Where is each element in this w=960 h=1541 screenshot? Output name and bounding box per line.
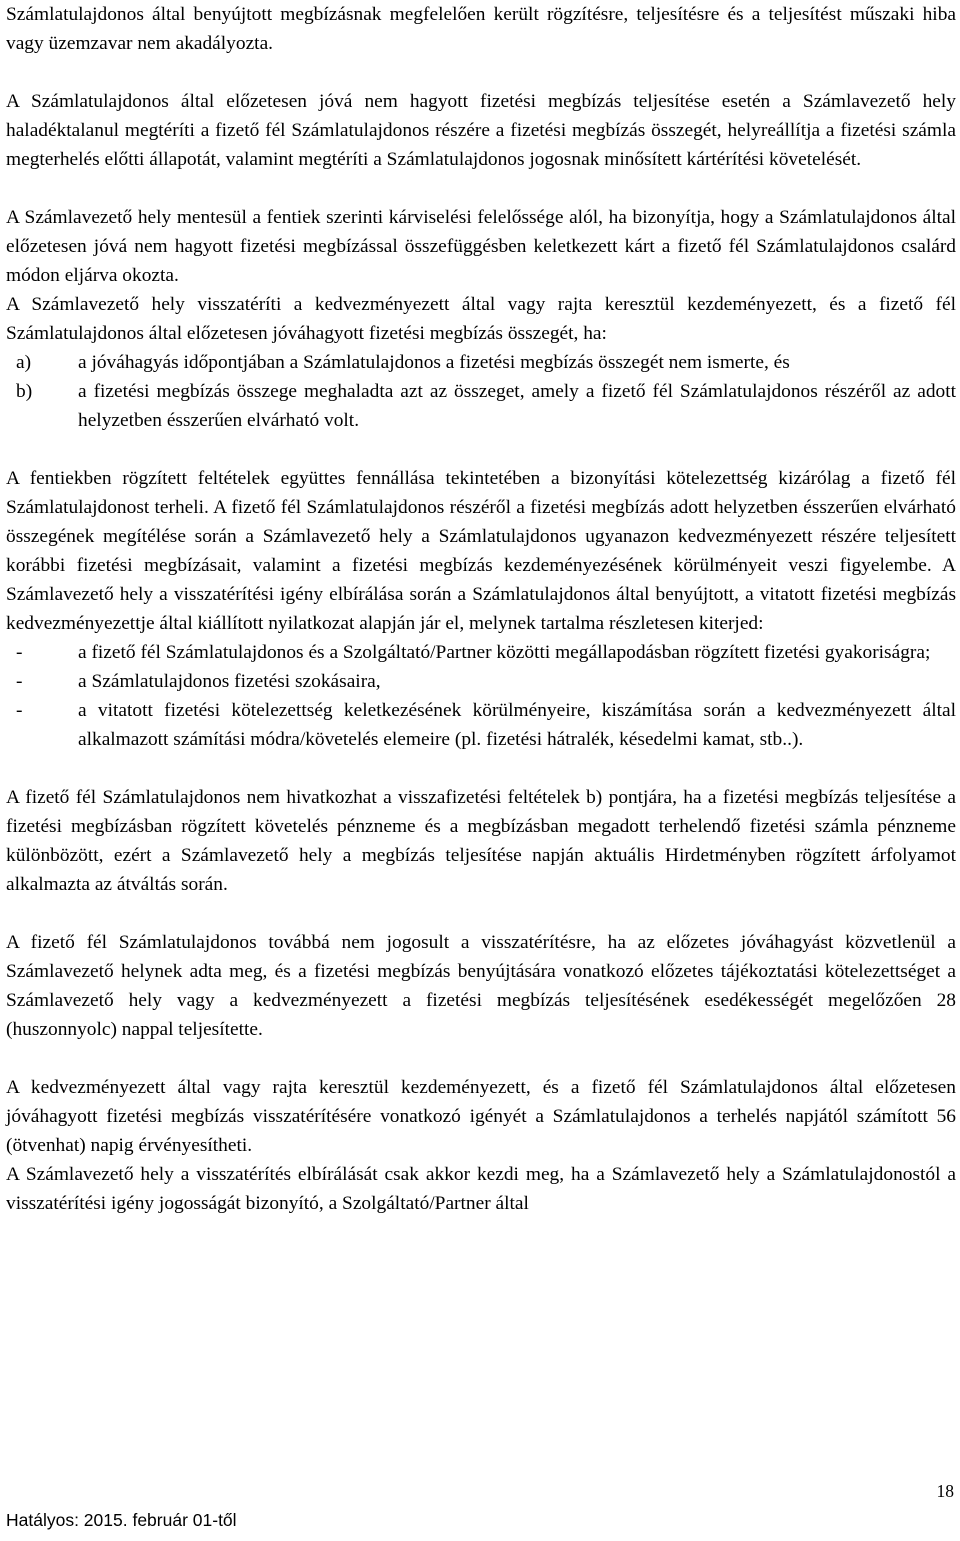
paragraph-burden-of-proof: A fentiekben rögzített feltételek együttes fennállása tekintetében a bizonyítási kötelezettség kizárólag a fizető fél Számlatulajdonost terheli. A fizető fél Számlatulajdonos részéről a fizetési megbízás adott helyzetben ésszerűen elvárható összegének megítélése során a Számlavezető hely a Számlatulajdonos ugyanazon kedvezményezett részére teljesített korábbi fizetési megbízásait, valamint a fizetési megbízás kezdeményezésének körülményeit veszi figyelembe. A Számlavezető hely a visszatérítési igény elbírálása során a Számlatulajdonos által benyújtott, a vitatott fizetési megbízás kedvezményezettje által kiállított nyilatkozat alapján jár el, melynek tartalma részletesen kiterjed:	[6, 468, 956, 634]
list-item-text: a vitatott fizetési kötelezettség keletkezésének körülményeire, kiszámítása során a kedvezményezett által alkalmazott számítási módra/követelés elemeire (pl. fizetési hátralék, késedelmi kamat, stb..).	[78, 700, 956, 750]
list-marker: -	[16, 642, 23, 663]
list-item	[6, 377, 956, 435]
paragraph-prior-notice: A fizető fél Számlatulajdonos továbbá nem jogosult a visszatérítésre, ha az előzetes jóváhagyást közvetlenül a Számlavezető helynek adta meg, és a fizetési megbízás benyújtására vonatkozó előzetes tájékoztatási kötelezettséget a Számlavezető hely vagy a kedvezményezett a fizetési megbízás teljesítésének esedékességét megelőzően 28 (huszonnyolc) nappal teljesítette.	[6, 932, 956, 1040]
list-item-text: a Számlatulajdonos fizetési szokásaira,	[78, 671, 381, 692]
effective-date-footer: Hatályos: 2015. február 01-től	[6, 1510, 237, 1530]
list-item-text: a fizetési megbízás összege meghaladta azt az összeget, amely a fizető fél Számlatulajdonos részéről az adott helyzetben ésszerűen elvárható volt.	[78, 381, 956, 431]
page-number: 18	[936, 1481, 954, 1501]
paragraph-refund-conditions: A Számlavezető hely visszatéríti a kedvezményezett által vagy rajta keresztül kezdeményezett, és a fizető fél Számlatulajdonos által előzetesen jóváhagyott fizetési megbízás összegét, ha:	[6, 294, 956, 344]
paragraph-unauthorized-payment: A Számlatulajdonos által előzetesen jóvá nem hagyott fizetési megbízás teljesítése esetén a Számlavezető hely haladéktalanul megtéríti a fizető fél Számlatulajdonos részére a fizetési megbízás összegét, helyreállítja a fizetési számla megterhelés előtti állapotát, valamint megtéríti a Számlatulajdonos jogosnak minősített kártérítési követelését.	[6, 91, 956, 170]
paragraph-continuation: Számlatulajdonos által benyújtott megbízásnak megfelelően került rögzítésre, teljesítésre és a teljesítést műszaki hiba vagy üzemzavar nem akadályozta.	[6, 4, 956, 54]
paragraph-refund-review: A Számlavezető hely a visszatérítés elbírálását csak akkor kezdi meg, ha a Számlavezető hely a Számlatulajdonostól a visszatérítési igény jogosságát bizonyító, a Szolgáltató/Partner által	[6, 1164, 956, 1214]
list-marker: -	[16, 700, 23, 721]
list-item	[6, 348, 956, 377]
paragraph-liability-exemption: A Számlavezető hely mentesül a fentiek szerinti kárviselési felelőssége alól, ha bizonyítja, hogy a Számlatulajdonos által előzetesen jóvá nem hagyott fizetési megbízással összefüggésben keletkezett kárt a fizető fél Számlatulajdonos csalárd módon eljárva okozta.	[6, 207, 956, 286]
list-item-text: a fizető fél Számlatulajdonos és a Szolgáltató/Partner közötti megállapodásban rögzített fizetési gyakoriságra;	[78, 642, 931, 663]
list-item-text: a jóváhagyás időpontjában a Számlatulajdonos a fizetési megbízás összegét nem ismerte, és	[78, 352, 790, 373]
document-page	[6, 0, 956, 1218]
list-marker: a)	[16, 352, 32, 373]
list-marker: -	[16, 671, 23, 692]
paragraph-claim-deadline: A kedvezményezett által vagy rajta keresztül kezdeményezett, és a fizető fél Számlatulajdonos által előzetesen jóváhagyott fizetési megbízás visszatérítésére vonatkozó igényét a Számlatulajdonos a terhelés napjától számított 56 (ötvenhat) napig érvényesítheti.	[6, 1077, 956, 1156]
list-item	[6, 696, 956, 754]
list-item	[6, 638, 956, 667]
list-marker: b)	[16, 381, 33, 402]
paragraph-currency-exception: A fizető fél Számlatulajdonos nem hivatkozhat a visszafizetési feltételek b) pontjára, ha a fizetési megbízás teljesítése a fizetési megbízásban rögzített követelés pénzneme és a megbízásban megadott terhelendő fizetési számla pénzneme különbözött, ezért a Számlavezető hely a megbízás teljesítése napján aktuális Hirdetményben rögzített árfolyamot alkalmazta az átváltás során.	[6, 787, 956, 895]
list-item	[6, 667, 956, 696]
